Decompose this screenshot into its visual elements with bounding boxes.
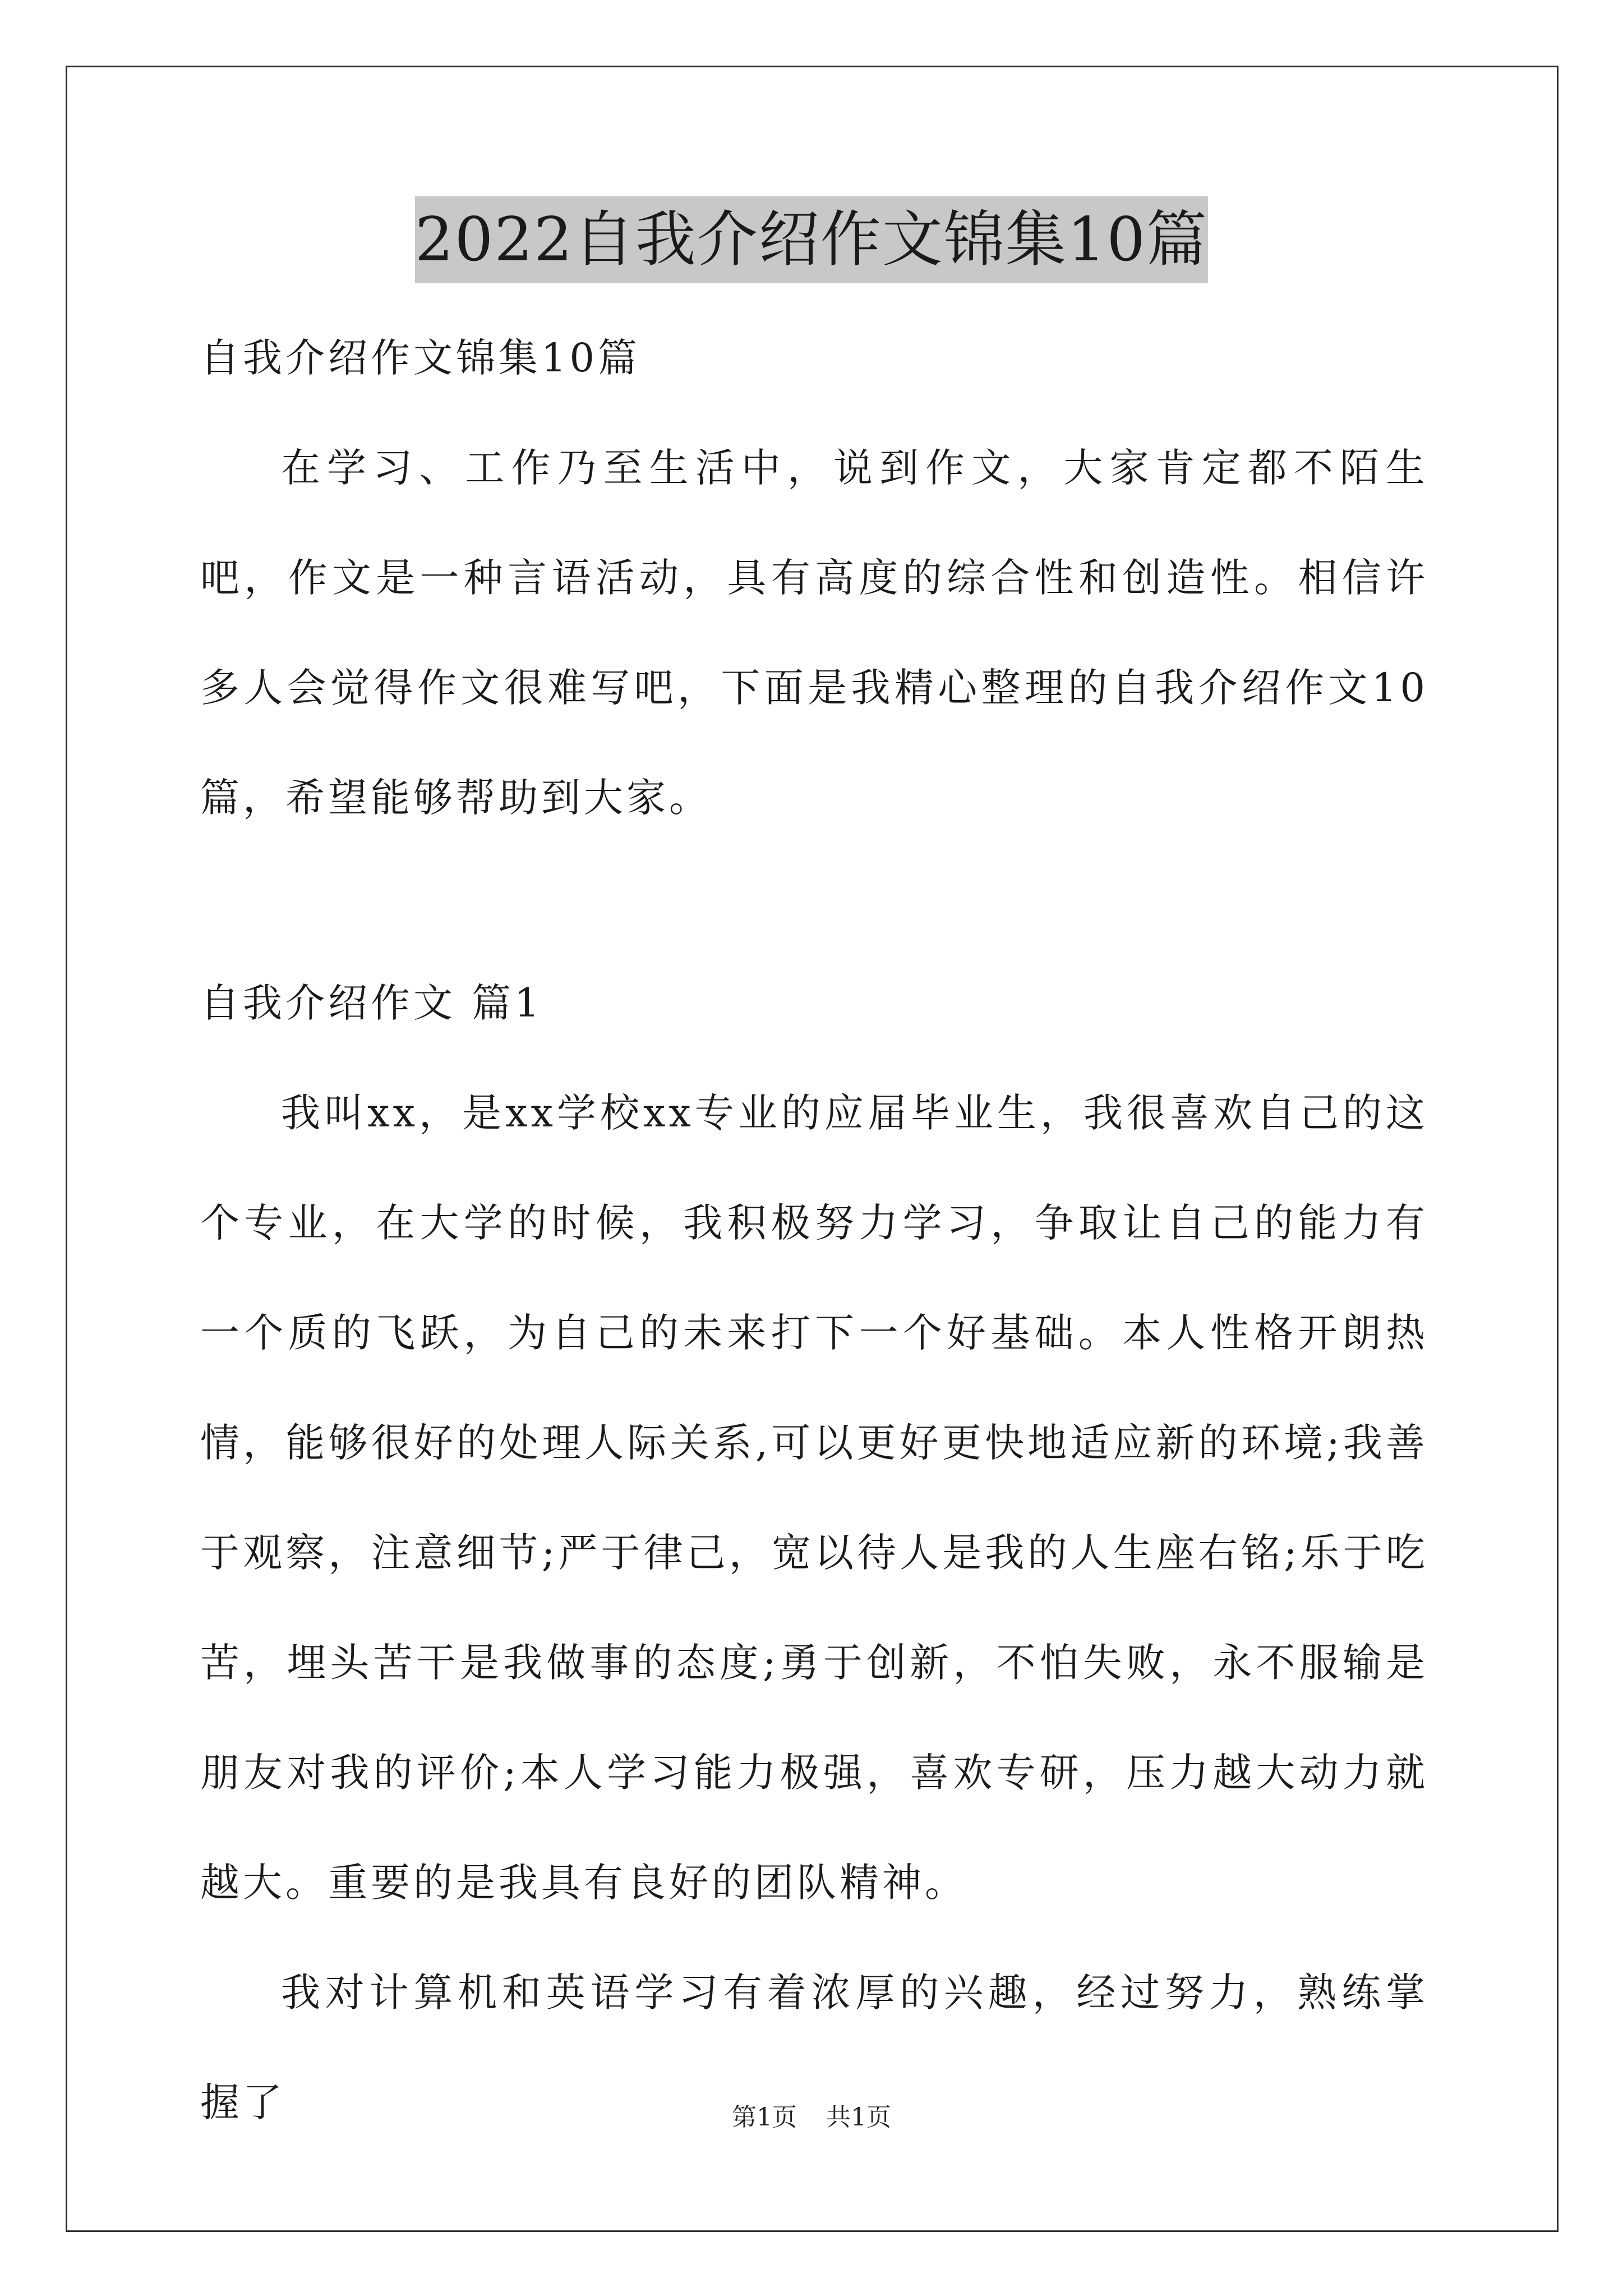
document-title: 2022自我介绍作文锦集10篇 [415, 196, 1208, 283]
intro-paragraph: 在学习、工作乃至生活中，说到作文，大家肯定都不陌生吧，作文是一种言语活动，具有高度的综合性和创造性。相信许多人会觉得作文很难写吧，下面是我精心整理的自我介绍作文10篇，希望能够帮助到大家。 [200, 445, 1428, 821]
page-footer [0, 2101, 1623, 2134]
page-total: 共1页 [826, 2103, 891, 2132]
body-paragraph: 我对计算机和英语学习有着浓厚的兴趣，经过努力，熟练掌握了 [200, 1970, 1428, 2125]
page-number: 第1页 [732, 2103, 797, 2132]
document-subtitle: 自我介绍作文锦集10篇 [200, 335, 641, 381]
body-paragraph: 我叫xx，是xx学校xx专业的应届毕业生，我很喜欢自己的这个专业，在大学的时候，我积极努力学习，争取让自己的能力有一个质的飞跃，为自己的未来打下一个好基础。本人性格开朗热情，能够很好的处理人际关系,可以更好更快地适应新的环境;我善于观察，注意细节;严于律己，宽以待人是我的人生座右铭;乐于吃苦，埋头苦干是我做事的态度;勇于创新，不怕失败，永不服输是朋友对我的评价;本人学习能力极强，喜欢专研，压力越大动力就越大。重要的是我具有良好的团队精神。 [200, 1090, 1428, 1906]
title-container [0, 196, 1623, 283]
section-spacer [200, 853, 1428, 948]
document-body [200, 303, 1428, 2157]
section-heading: 自我介绍作文 篇1 [200, 980, 543, 1026]
